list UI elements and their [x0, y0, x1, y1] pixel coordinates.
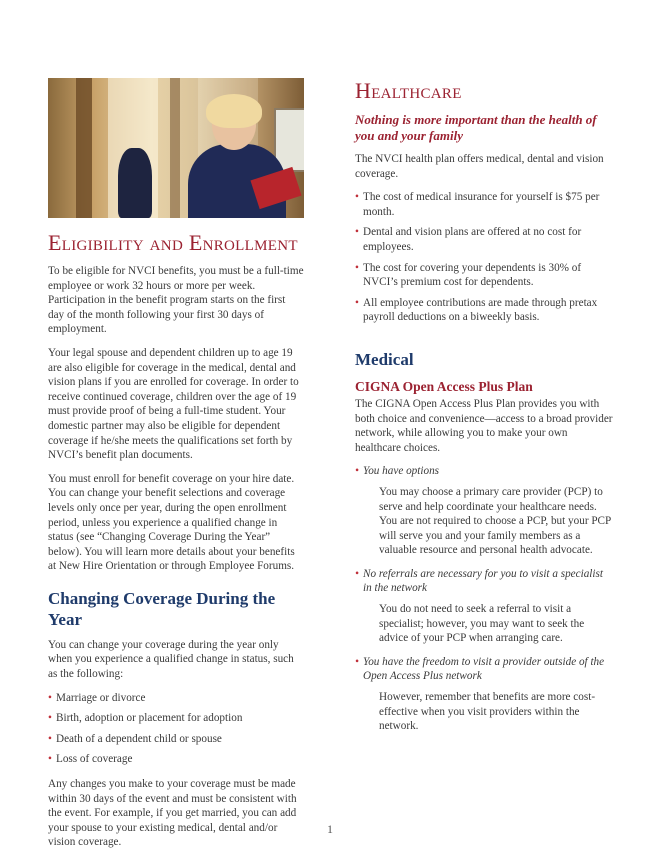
bullet-icon: • [355, 567, 359, 580]
right-column [355, 78, 613, 743]
bullet-icon: • [355, 261, 359, 274]
page-number: 1 [327, 822, 333, 836]
point-body: You do not need to seek a referral to visit a specialist; however, you may want to seek the advice of your PCP when arranging care. [379, 603, 585, 645]
list-item: • Dental and vision plans are offered at no cost for employees. [355, 226, 582, 253]
eligibility-paragraph-2: Your legal spouse and dependent children up to age 19 are also eligible for coverage in the medical, dental and vision plans if you are enrolled for coverage. In order to receive continued coverage, children over the age of 19 must provide proof of being a full-time student. Your domestic partner may also be eligible for dependent coverage if he/she meets the qualifications set forth by NVCI’s benefit plan documents. [48, 346, 299, 462]
bullet-icon: • [48, 753, 52, 766]
bullet-icon: • [355, 296, 359, 309]
eligibility-paragraph-3: You must enroll for benefit coverage on your hire date. You can change your benefit selections and coverage levels only once per year, during the open enrollment period, unless you experience a qualified change in status (see “Changing Coverage During the Year” below). You will learn more details about your benefits at New Hire Orientation or through Employee Forums. [48, 472, 295, 573]
bullet-icon: • [48, 732, 52, 745]
list-item: • All employee contributions are made through pretax payroll deductions on a biweekly basis. [355, 296, 598, 324]
eligibility-heading: Eligibility and Enrollment [48, 230, 298, 255]
left-column [48, 78, 304, 859]
qualified-changes-list [48, 691, 304, 767]
bullet-icon: • [355, 465, 359, 478]
list-item: • The cost for covering your dependents is 30% of NVCI’s premium cost for dependents. [355, 261, 582, 289]
healthcare-heading: Healthcare [355, 78, 462, 103]
list-item: • Death of a dependent child or spouse [48, 732, 222, 745]
changing-coverage-heading: Changing Coverage During the Year [48, 588, 276, 629]
list-item: • No referrals are necessary for you to visit a specialist in the network [355, 567, 603, 595]
nurse-photo [48, 78, 304, 218]
list-item: • You have options [355, 465, 440, 478]
bullet-icon: • [355, 655, 359, 668]
list-item: • The cost of medical insurance for yourself is $75 per month. [355, 191, 600, 218]
medical-heading: Medical [355, 349, 414, 369]
list-item: • You have the freedom to visit a provider outside of the Open Access Plus network [355, 655, 605, 683]
list-item: • Birth, adoption or placement for adoption [48, 712, 243, 725]
point-body: However, remember that benefits are more cost-effective when you visit providers within the network. [379, 691, 596, 733]
bullet-icon: • [48, 691, 52, 704]
healthcare-tagline: Nothing is more important than the health of you and your family [355, 112, 597, 143]
medical-intro: The CIGNA Open Access Plus Plan provides you with both choice and convenience—access to a broad provider network, while allowing you to make your own healthcare choices. [355, 397, 613, 454]
changing-coverage-intro: You can change your coverage during the year only when you experience a qualified change in status, such as the following: [48, 638, 294, 681]
list-item: • Marriage or divorce [48, 691, 146, 704]
bullet-icon: • [355, 226, 359, 239]
eligibility-paragraph-1: To be eligible for NVCI benefits, you must be a full-time employee or work 32 hours or more per week. Participation in the benefit program starts on the first day of the month following your first 30 days of employment. [48, 265, 304, 336]
medical-plan-subheading: CIGNA Open Access Plus Plan [355, 378, 533, 394]
bullet-icon: • [355, 191, 359, 204]
point-body: You may choose a primary care provider (PCP) to serve and help coordinate your healthcare needs. You are not required to choose a PCP, but your PCP will serve you and your family members as a valuable resource and personal health advocate. [379, 485, 611, 557]
healthcare-intro: The NVCI health plan offers medical, dental and vision coverage. [355, 153, 604, 180]
bullet-icon: • [48, 712, 52, 725]
changing-coverage-outro: Any changes you make to your coverage must be made within 30 days of the event and must be consistent with the event. For example, if you get married, you can add your spouse to your existing medical, dental and/or vision coverage. [48, 778, 297, 849]
medical-points-list [355, 464, 613, 479]
healthcare-list [355, 190, 613, 325]
list-item: • Loss of coverage [48, 753, 133, 766]
